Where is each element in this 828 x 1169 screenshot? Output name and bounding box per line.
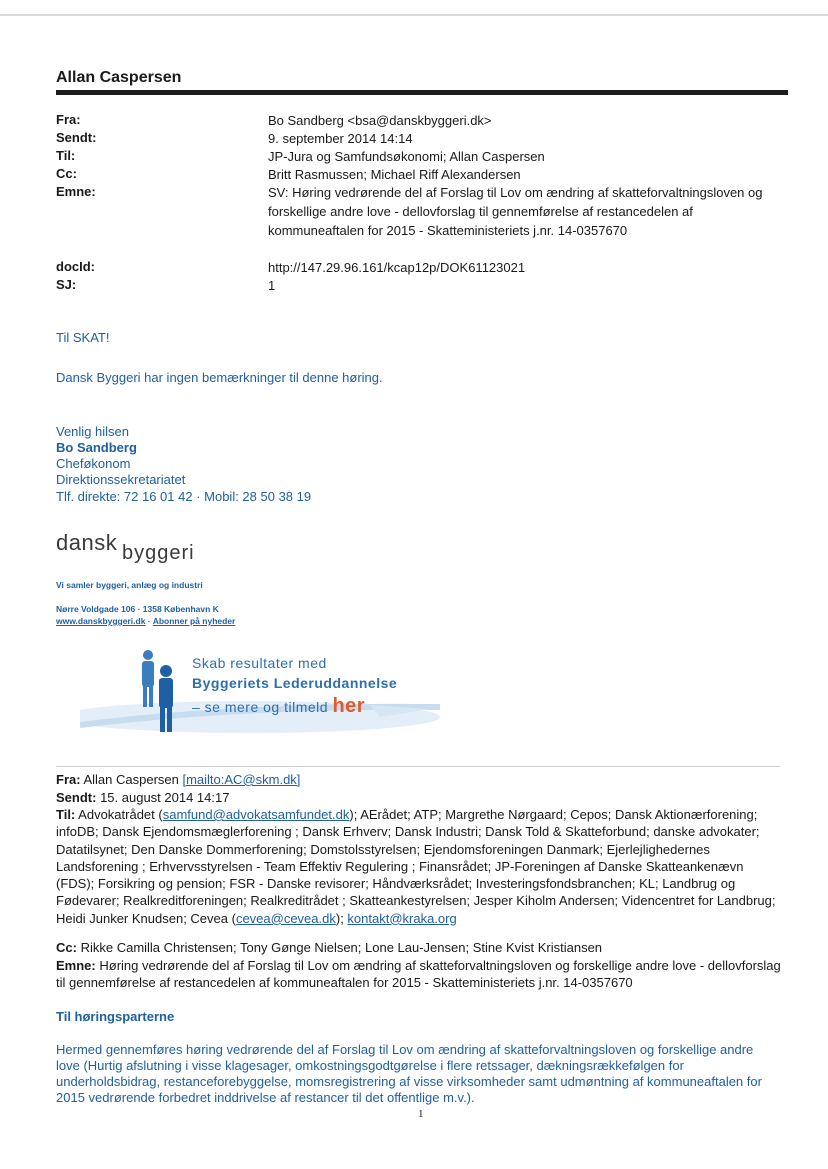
fwd-cc-line	[56, 939, 784, 956]
fwd-to-block	[56, 806, 784, 927]
banner-her-link[interactable]: her	[332, 695, 366, 717]
fwd-to-label: Til:	[56, 807, 76, 822]
fwd-cc-value: Rikke Camilla Christensen; Tony Gønge Nielsen; Lone Lau-Jensen; Stine Kvist Kristiansen	[80, 940, 603, 955]
banner-line-3	[192, 695, 365, 718]
mailbox-owner-name: Allan Caspersen	[56, 69, 182, 86]
sj-label: SJ:	[56, 277, 77, 292]
signature-department: Direktionssekretariatet	[56, 472, 186, 487]
sj-value: 1	[268, 278, 276, 293]
fwd-subject-label: Emne:	[56, 958, 96, 973]
link-separator: ·	[145, 616, 153, 626]
sent-value: 9. september 2014 14:14	[268, 131, 413, 146]
signature-links	[56, 616, 235, 626]
fwd-subject-value: Høring vedrørende del af Forslag til Lov om ændring af skatteforvaltningsloven og forskellige andre love - dellovforslag til gennemførelse af restancedelen af kommuneaftalen for 2015 - Skatteministeriets j.nr. 14-0357670	[56, 958, 781, 991]
page-number: 1	[418, 1108, 424, 1120]
person-figure-icon	[142, 650, 154, 707]
signature-name: Bo Sandberg	[56, 440, 137, 455]
signature-title: Cheføkonom	[56, 456, 131, 471]
fwd-to-prefix: Advokatrådet (	[78, 807, 163, 822]
docid-label: docId:	[56, 259, 95, 274]
website-link[interactable]: www.danskbyggeri.dk	[56, 616, 146, 626]
fwd-from-label: Fra:	[56, 772, 81, 787]
greeting: Til SKAT!	[56, 330, 110, 345]
banner-line-1: Skab resultater med	[192, 655, 327, 671]
cc-value: Britt Rasmussen; Michael Riff Alexandersen	[268, 167, 521, 182]
tagline: Vi samler byggeri, anlæg og industri	[56, 580, 203, 590]
fwd-sent-value: 15. august 2014 14:17	[100, 790, 230, 805]
dansk-byggeri-logo: dansk	[56, 530, 118, 555]
fwd-to-recipients: ); AErådet; ATP; Margrethe Nørgaard; Cepos; Dansk Aktionærforening; infoDB; Dansk Ejendomsmæglerforening ; Dansk Erhverv; Dansk Industri; Dansk Told & Skatteforbund; danske advokater; Datatilsynet; Den Danske Dommerforening; Domstolsstyrelsen; Ejendomsforeningen Danmark; Ejerlejlighedernes Landsforening ; Erhvervsstyrelsen - Team Effektiv Regulering ; Finansrådet; JP-Foreningen af Danske Skatteankenævn (FDS); Forsikring og pension; FSR - Danske revisorer; Håndværksrådet; Investeringsfondsbranchen; KL; Landbrug og Fødevarer; Realkreditforeningen; Realkreditrådet ; Skatteankestyrelsen; Jesper Kiholm Andersen; Videncentret for Landbrug; Heidi Junker Knudsen; Cevea (	[56, 807, 776, 926]
cc-label: Cc:	[56, 166, 77, 181]
fwd-subject-line	[56, 957, 784, 992]
newsletter-link[interactable]: Abonner på nyheder	[152, 616, 236, 626]
fwd-from-mailto-link[interactable]: [mailto:AC@skm.dk]	[182, 772, 301, 787]
fwd-to-link-kraka[interactable]: kontakt@kraka.org	[347, 910, 457, 926]
forward-separator	[56, 766, 780, 767]
signature-closing: Venlig hilsen	[56, 424, 129, 439]
fwd-from-value: Allan Caspersen	[83, 772, 179, 787]
fwd-to-link-advokatsamfundet[interactable]: samfund@advokatsamfundet.dk	[162, 807, 350, 822]
fwd-body: Hermed gennemføres høring vedrørende del af Forslag til Lov om ændring af skatteforvaltningsloven og forskellige andre love (Hurtig afslutning i visse klagesager, omkostningsgodtgørelse i flere retssager, dækningsrækkefølgen for underholdsbidrag, restanceforebyggelse, momsregistrering af visse virksomheder samt udmøntning af kommuneaftalen for 2015 vedrørende forbedret inddrivelse af restancer til det offentlige m.v.).	[56, 1042, 762, 1105]
signature-phones: Tlf. direkte: 72 16 01 42 · Mobil: 28 50 38 19	[56, 489, 312, 504]
to-label: Til:	[56, 148, 76, 163]
docid-value: http://147.29.96.161/kcap12p/DOK61123021	[268, 260, 526, 275]
fwd-sent-label: Sendt:	[56, 790, 97, 805]
fwd-cc-label: Cc:	[56, 940, 77, 955]
message-body: Dansk Byggeri har ingen bemærkninger til denne høring.	[56, 370, 383, 385]
dansk-byggeri-logo-sub: byggeri	[122, 542, 195, 564]
fwd-salutation: Til høringsparterne	[56, 1009, 175, 1024]
fwd-to-link-cevea[interactable]: cevea@cevea.dk	[235, 910, 336, 926]
fwd-sent-line	[56, 789, 784, 806]
header-rule	[56, 90, 788, 95]
to-value: JP-Jura og Samfundsøkonomi; Allan Caspersen	[268, 149, 545, 164]
banner-line-3-text: – se mere og tilmeld	[192, 699, 329, 715]
subject-label: Emne:	[56, 184, 96, 199]
from-value: Bo Sandberg <bsa@danskbyggeri.dk>	[268, 113, 492, 128]
fwd-from-line	[56, 771, 784, 788]
from-label: Fra:	[56, 112, 81, 127]
banner-line-2: Byggeriets Lederuddannelse	[192, 675, 398, 691]
scan-top-border	[0, 14, 828, 16]
fwd-to-mid: );	[335, 910, 348, 926]
address: Nørre Voldgade 106 · 1358 København K	[56, 604, 219, 614]
subject-value: SV: Høring vedrørende del af Forslag til Lov om ændring af skatteforvaltningsloven og forskellige andre love - dellovforslag til gennemførelse af restancedelen af kommuneaftalen for 2015 - Skatteministeriets j.nr. 14-0357670	[268, 185, 763, 238]
sent-label: Sendt:	[56, 130, 97, 145]
